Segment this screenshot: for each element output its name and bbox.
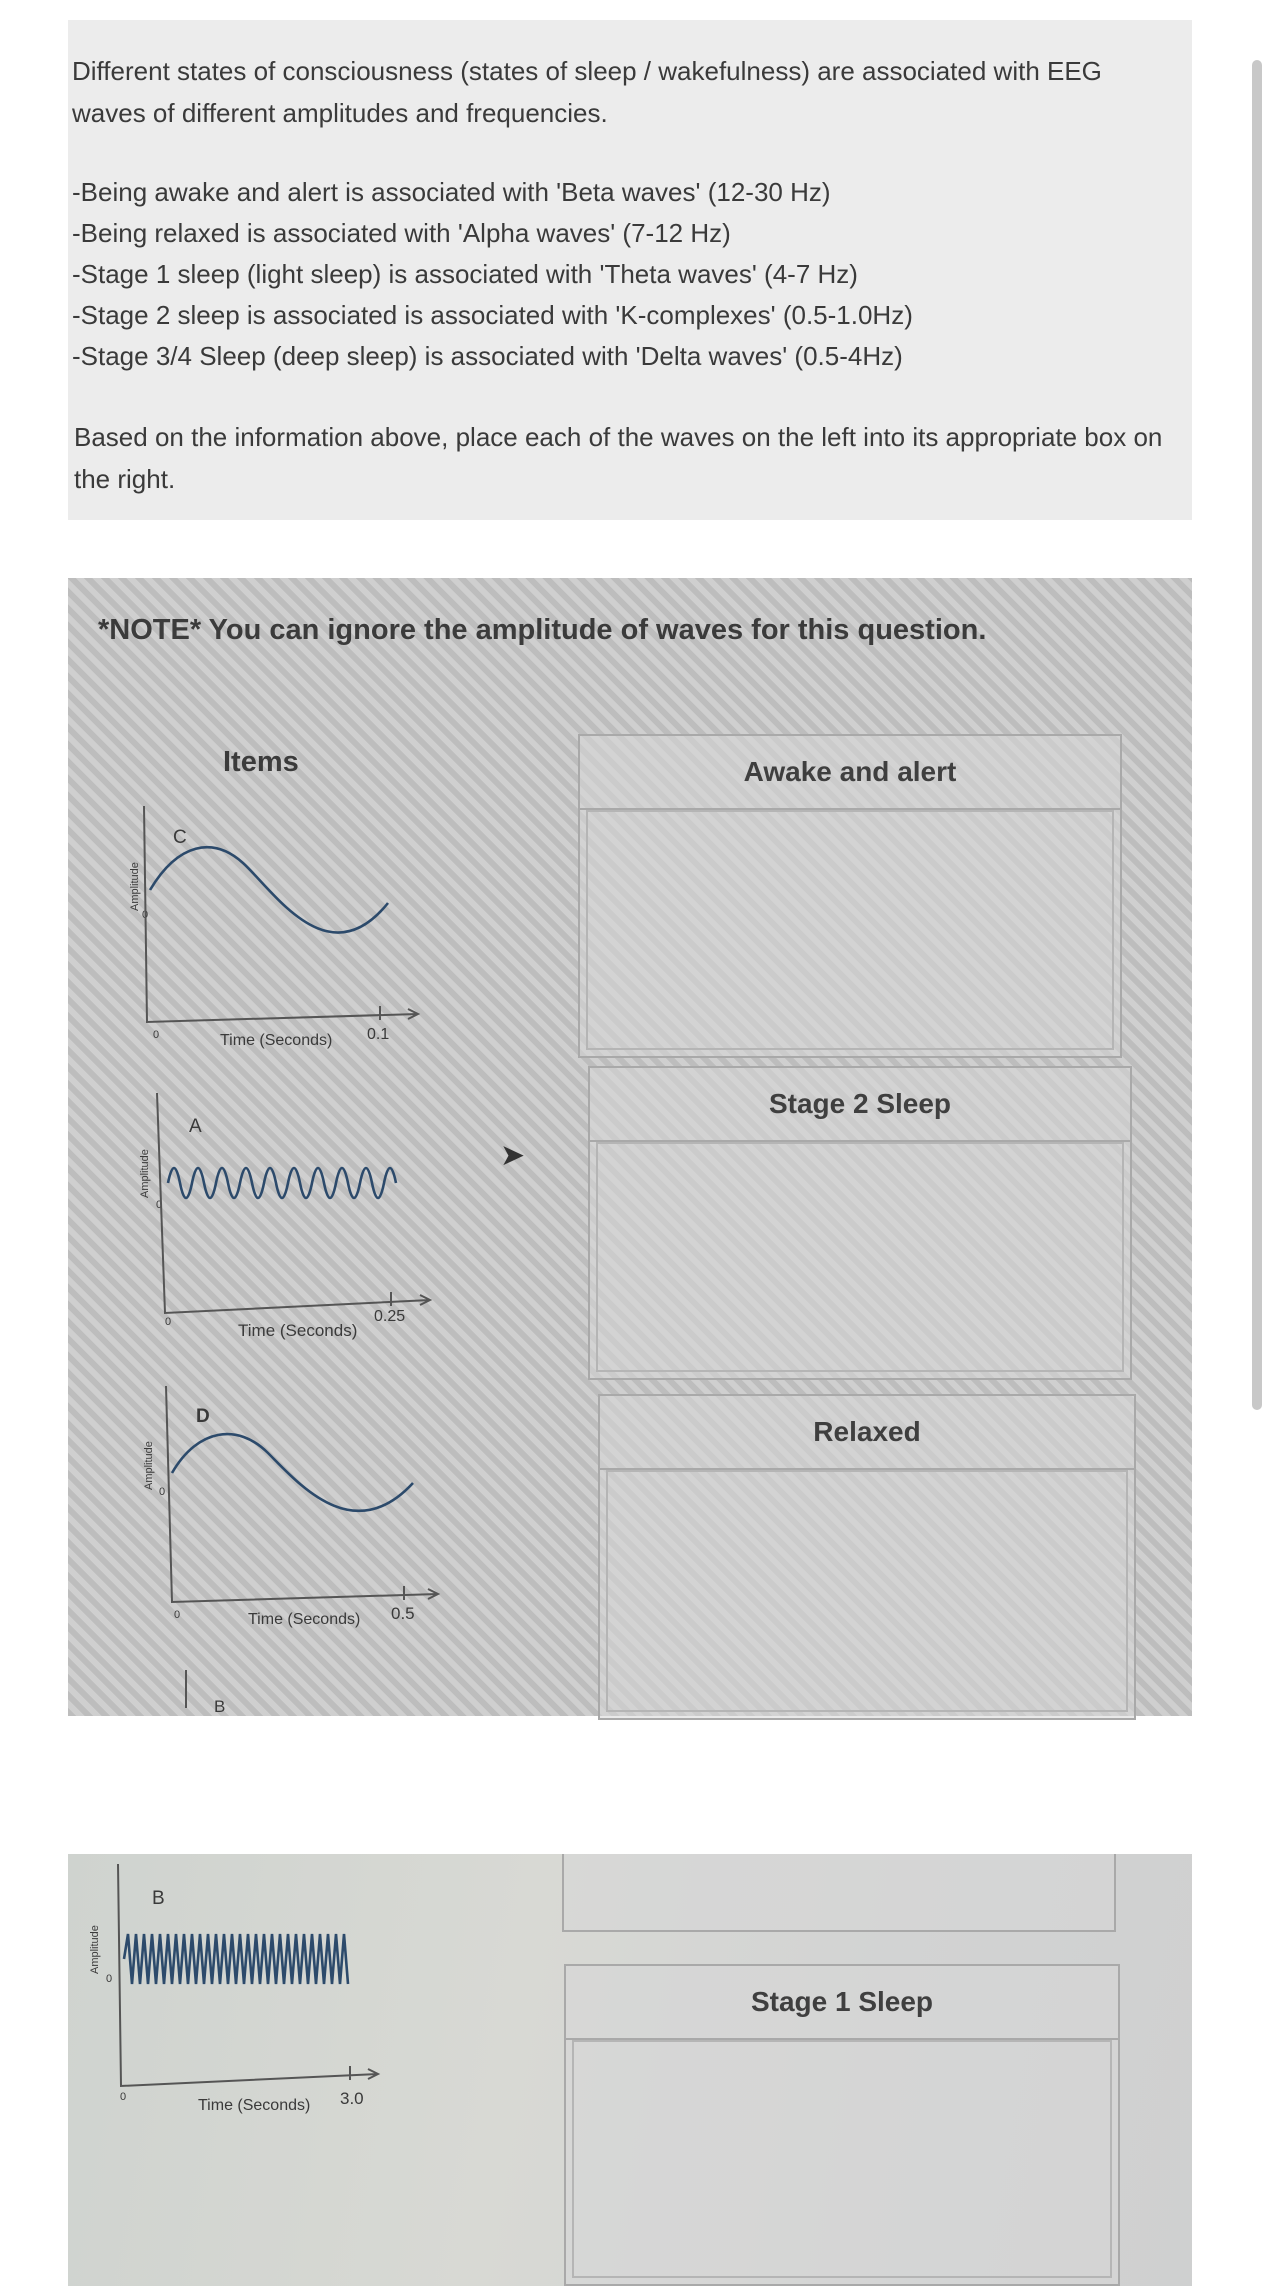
drag-drop-panel — [68, 578, 1192, 1716]
wave-curve — [172, 1434, 413, 1511]
x-tick-label: 0.5 — [391, 1604, 415, 1623]
drop-target-label: Stage 1 Sleep — [566, 1966, 1118, 2040]
drop-zone[interactable] — [586, 810, 1114, 1050]
wave-curve — [168, 1168, 396, 1198]
origin-label: 0 — [165, 1316, 172, 1328]
x-tick-label: 0.25 — [374, 1308, 406, 1325]
zero-label: 0 — [106, 1973, 113, 1985]
drop-zone[interactable] — [596, 1142, 1124, 1372]
origin-label: 0 — [174, 1609, 181, 1621]
drop-target-relaxed[interactable] — [598, 1394, 1136, 1720]
partial-wave-letter: B — [214, 1697, 226, 1716]
question-instruction: Based on the information above, place each of the waves on the left into its appropriate box on the right. — [74, 422, 1163, 494]
drop-target-stage-2-sleep[interactable] — [588, 1066, 1132, 1380]
x-axis-label: Time (Seconds) — [238, 1321, 358, 1340]
drop-target-stage-1-sleep[interactable] — [564, 1964, 1120, 2286]
question-text-panel — [68, 20, 1192, 520]
question-intro: Different states of consciousness (states of sleep / wakefulness) are associated with EEG waves of different amplitudes and frequencies. — [72, 56, 1102, 128]
mouse-cursor-icon: ➤ — [500, 1139, 526, 1172]
x-axis-label: Time (Seconds) — [248, 1611, 361, 1628]
zero-label: 0 — [142, 909, 149, 921]
drop-zone[interactable] — [606, 1470, 1128, 1712]
x-axis-label: Time (Seconds) — [220, 1032, 333, 1049]
drag-drop-panel-continued — [68, 1854, 1192, 2286]
origin-label: 0 — [153, 1029, 160, 1041]
x-axis-label: Time (Seconds) — [198, 2097, 311, 2114]
drop-target-label: Stage 2 Sleep — [590, 1068, 1130, 1142]
drop-target-label: Relaxed — [600, 1396, 1134, 1470]
wave-curve — [150, 847, 388, 932]
x-tick-label: 3.0 — [340, 2089, 364, 2108]
list-item: -Stage 3/4 Sleep (deep sleep) is associated with 'Delta waves' (0.5-4Hz) — [72, 341, 903, 371]
list-item: -Stage 1 sleep (light sleep) is associated with 'Theta waves' (4-7 Hz) — [72, 259, 858, 289]
items-heading: Items — [223, 746, 299, 778]
drop-target-awake-and-alert[interactable] — [578, 734, 1122, 1058]
wave-letter: D — [196, 1406, 210, 1427]
wave-state-list — [72, 172, 913, 377]
y-axis-label: Amplitude — [143, 1441, 155, 1490]
wave-letter: C — [173, 827, 187, 848]
wave-curve — [124, 1934, 348, 1984]
zero-label: 0 — [156, 1199, 163, 1211]
list-item: -Being relaxed is associated with 'Alpha waves' (7-12 Hz) — [72, 218, 731, 248]
drop-target-partial[interactable] — [562, 1854, 1116, 1932]
y-axis-label: Amplitude — [139, 1149, 151, 1198]
drop-target-label: Awake and alert — [580, 736, 1120, 810]
y-axis-label: Amplitude — [89, 1925, 101, 1974]
page-scrollbar[interactable] — [1252, 60, 1262, 1410]
note-text: *NOTE* You can ignore the amplitude of waves for this question. — [98, 614, 987, 646]
zero-label: 0 — [159, 1486, 166, 1498]
x-tick-label: 0.1 — [367, 1026, 390, 1043]
list-item: -Being awake and alert is associated with 'Beta waves' (12-30 Hz) — [72, 177, 831, 207]
drop-zone[interactable] — [572, 2040, 1112, 2278]
y-axis-label: Amplitude — [129, 862, 141, 911]
wave-letter: B — [152, 1888, 165, 1909]
wave-letter: A — [189, 1116, 202, 1137]
list-item: -Stage 2 sleep is associated is associated with 'K-complexes' (0.5-1.0Hz) — [72, 300, 913, 330]
origin-label: 0 — [120, 2091, 127, 2103]
